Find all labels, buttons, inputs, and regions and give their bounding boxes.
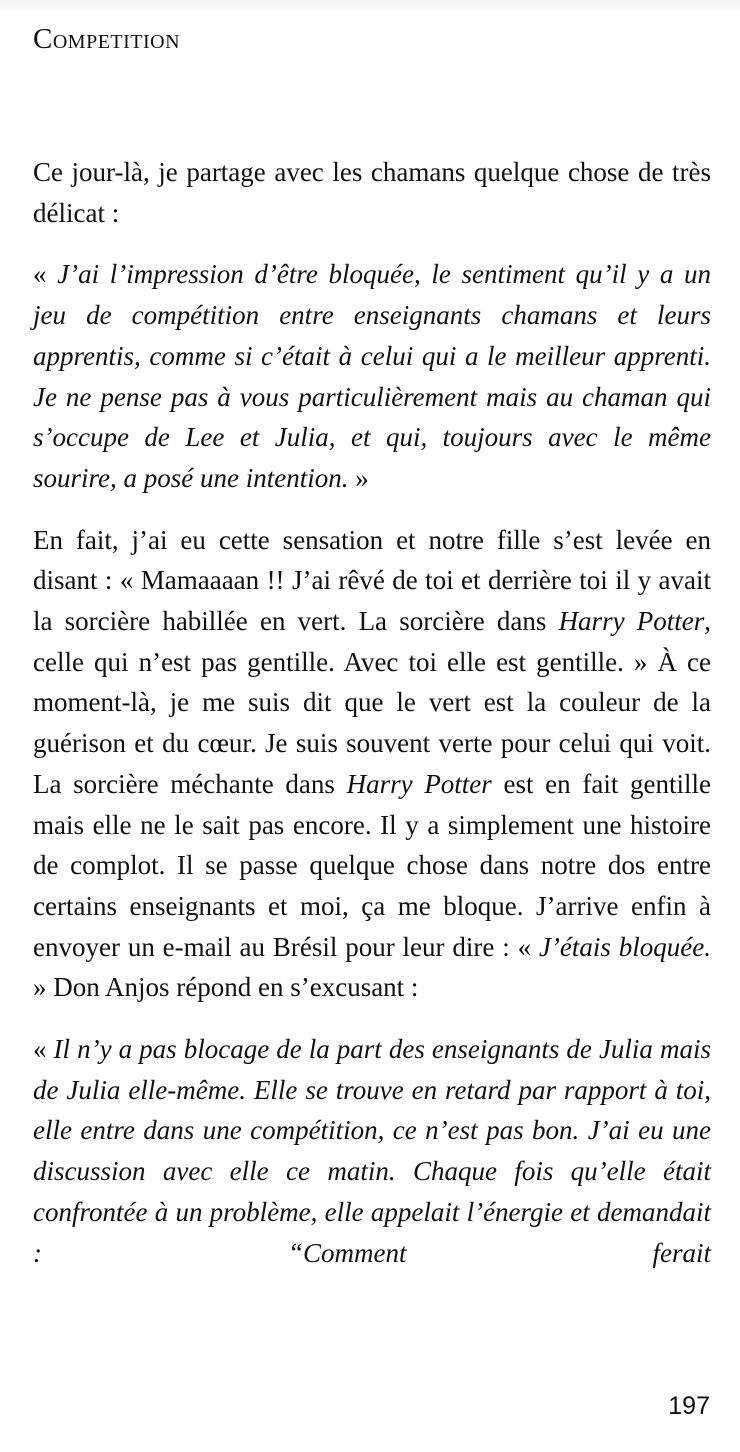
text-run: » Don Anjos répond en s’excusant : bbox=[33, 972, 419, 1003]
book-title-italic: Harry Potter bbox=[346, 768, 492, 799]
running-head: Competition bbox=[33, 23, 181, 55]
paragraph-intro: Ce jour-là, je partage avec les chamans quelque chose de très délicat : bbox=[33, 157, 711, 228]
quoted-italic: J’étais bloquée. bbox=[538, 931, 711, 962]
quote-text: Il n’y a pas blocage de la part des enseignants de Julia mais de Julia elle-même. Elle se trouve en retard par rapport à toi, elle entre dans une compétition, ce n’est pas bon. J’ai eu une discussion avec elle ce matin. Chaque fois qu’elle était confrontée à un problème, elle appelait l’énergie et demandait : “Comment ferait bbox=[33, 1034, 711, 1268]
page-top-shadow bbox=[0, 0, 740, 14]
page-body bbox=[33, 152, 711, 1294]
quote-block-2 bbox=[33, 1029, 711, 1273]
text-run: , celle qui n’est pas gentille. Avec toi elle est gentille. » À ce moment-là, je me suis dit que le vert est la couleur de la guérison et du cœur. Je suis souvent verte pour celui qui voit. La sorcière méchante dans bbox=[33, 606, 711, 799]
quote-block-1 bbox=[33, 254, 711, 498]
quote-close-mark: » bbox=[348, 462, 369, 493]
book-title-italic: Harry Potter bbox=[558, 606, 705, 637]
paragraph-dream bbox=[33, 520, 711, 1008]
quote-open-mark: « bbox=[33, 259, 58, 290]
text-run: En fait, j’ai eu cette sensation et notre fille s’est levée en disant : « Mamaaaan !! J’ai rêvé de toi et derrière toi il y avait la sorcière habillée en vert. La sorcière dans bbox=[33, 524, 711, 637]
quote-text: J’ai l’impression d’être bloquée, le sentiment qu’il y a un jeu de compétition entre enseignants chamans et leurs apprentis, comme si c’était à celui qui a le meilleur apprenti. Je ne pense pas à vous particulièrement mais au chaman qui s’occupe de Lee et Julia, et qui, toujours avec le même sourire, a posé une intention. bbox=[33, 259, 711, 493]
text-run: est en fait gentille mais elle ne le sait pas encore. Il y a simplement une histoire de complot. Il se passe quelque chose dans notre dos entre certains enseignants et moi, ça me bloque. J’arrive enfin à envoyer un e-mail au Brésil pour leur dire : « bbox=[33, 768, 712, 962]
quote-open-mark: « bbox=[33, 1034, 54, 1065]
page-number: 197 bbox=[668, 1392, 710, 1420]
